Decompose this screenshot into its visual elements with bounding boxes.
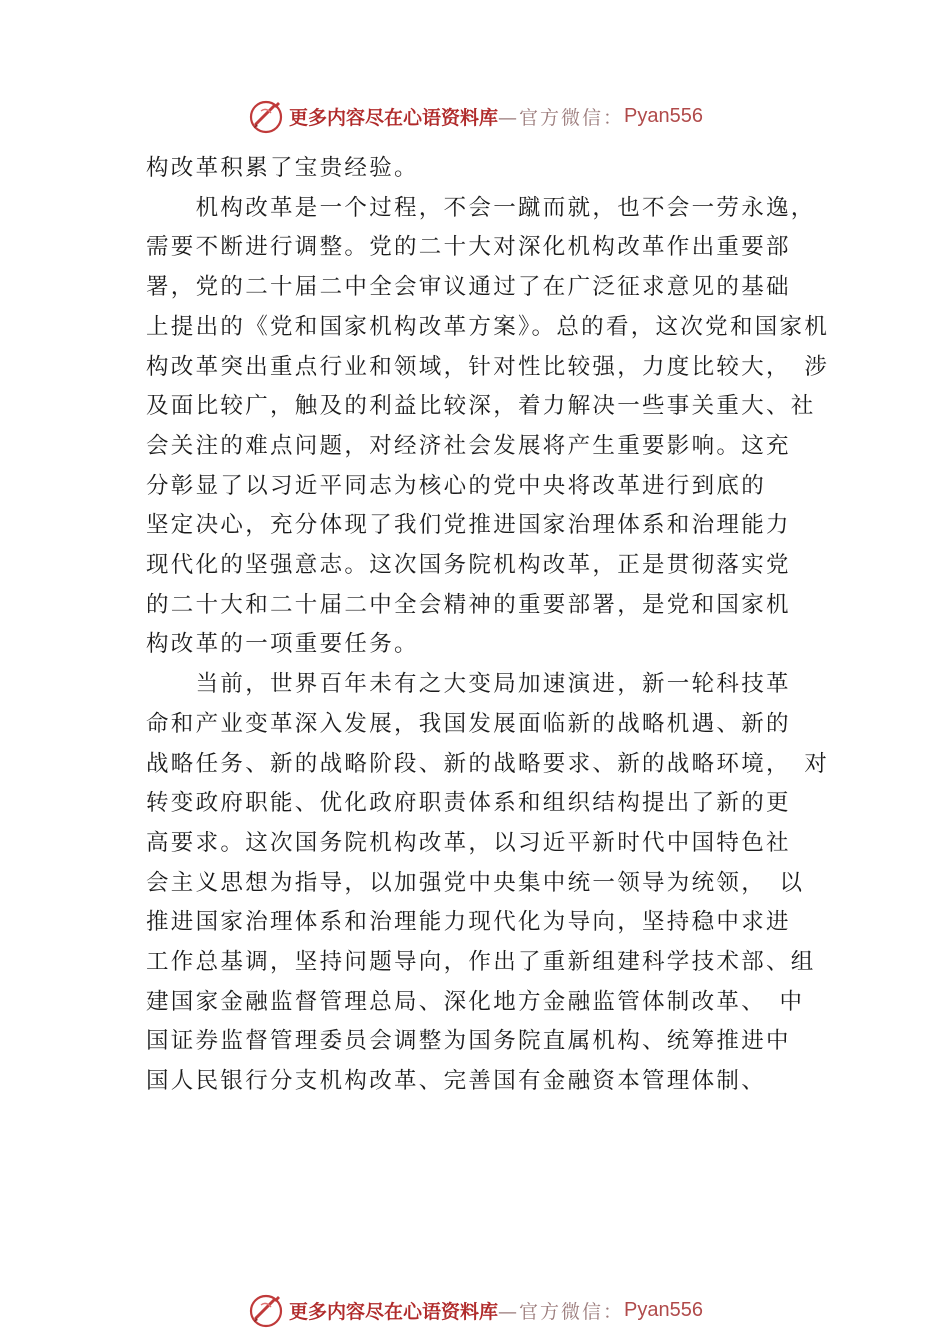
footer-banner [0,1290,950,1330]
body-line: 当前，世界百年未有之大变局加速演进，新一轮科技革 [146,671,791,698]
body-line: 会关注的难点问题，对经济社会发展将产生重要影响。这充 [146,432,791,459]
body-line: 的二十大和二十届二中全会精神的重要部署，是党和国家机 [146,591,791,618]
body-line: 构改革的一项重要任务。 [146,631,419,658]
banner-wechat-id: Pyan556 [624,104,703,127]
body-line: 现代化的坚强意志。这次国务院机构改革，正是贯彻落实党 [146,552,791,579]
banner-wechat-id: Pyan556 [624,1298,703,1321]
body-line: 建国家金融监督管理总局、深化地方金融监管体制改革、 中 [146,988,805,1015]
body-line: 会主义思想为指导，以加强党中央集中统一领导为统领， 以 [146,869,805,896]
body-line: 转变政府职能、优化政府职责体系和组织结构提出了新的更 [146,790,791,817]
body-line: 及面比较广，触及的利益比较深，着力解决一些事关重大、社 [146,393,816,420]
body-line: 国人民银行分支机构改革、完善国有金融资本管理体制、 [146,1068,767,1095]
body-line: 高要求。这次国务院机构改革，以习近平新时代中国特色社 [146,829,791,856]
header-banner [0,96,950,136]
body-line: 战略任务、新的战略阶段、新的战略要求、新的战略环境， 对 [146,750,830,777]
banner-wechat-label: —官方微信： [498,106,625,129]
banner-library-text: 更多内容尽在心语资料库 [289,106,499,129]
body-line: 署，党的二十届二中全会审议通过了在广泛征求意见的基础 [146,274,791,301]
body-line: 坚定决心，充分体现了我们党推进国家治理体系和治理能力 [146,512,791,539]
body-line: 命和产业变革深入发展，我国发展面临新的战略机遇、新的 [146,710,791,737]
body-line: 需要不断进行调整。党的二十大对深化机构改革作出重要部 [146,234,791,261]
body-line: 构改革突出重点行业和领域，针对性比较强，力度比较大， 涉 [146,353,830,380]
banner-library-text: 更多内容尽在心语资料库 [289,1300,499,1323]
body-line: 工作总基调，坚持问题导向，作出了重新组建科学技术部、组 [146,949,816,976]
pen-logo-icon [247,97,285,135]
body-line: 分彰显了以习近平同志为核心的党中央将改革进行到底的 [146,472,767,499]
body-line: 国证券监督管理委员会调整为国务院直属机构、统筹推进中 [146,1028,791,1055]
body-line: 上提出的《党和国家机构改革方案》。总的看，这次党和国家机 [146,313,830,340]
banner-wechat-label: —官方微信： [498,1300,625,1323]
body-line: 机构改革是一个过程，不会一蹴而就，也不会一劳永逸， [146,194,816,221]
document-body [146,149,830,1102]
body-line: 推进国家治理体系和治理能力现代化为导向，坚持稳中求进 [146,909,791,936]
pen-logo-icon [247,1291,285,1329]
body-line: 构改革积累了宝贵经验。 [146,155,419,181]
